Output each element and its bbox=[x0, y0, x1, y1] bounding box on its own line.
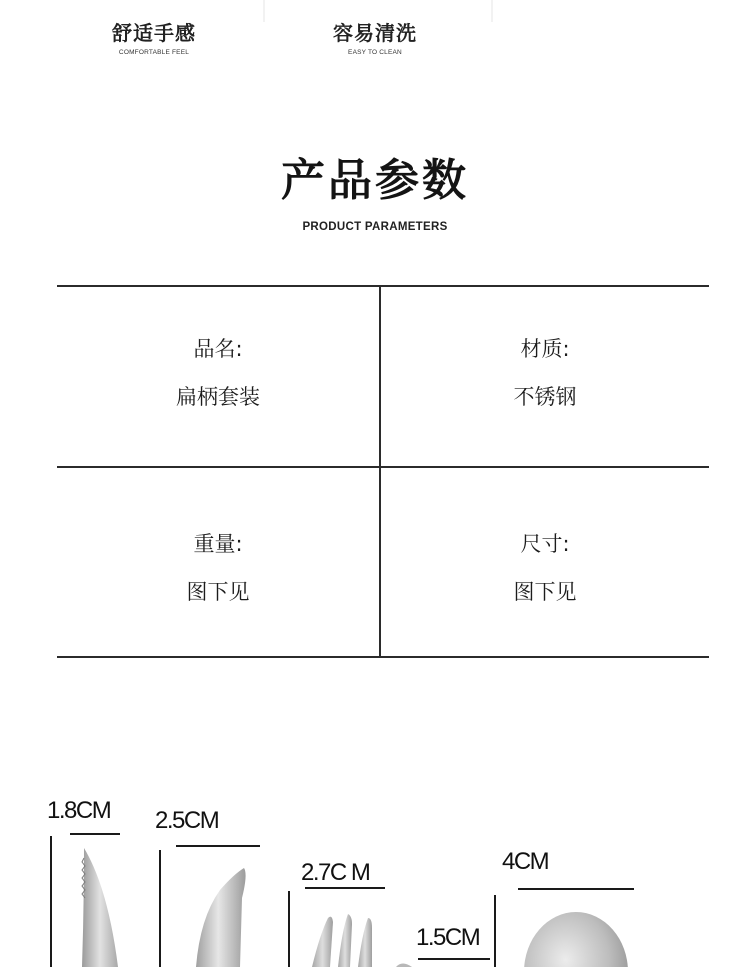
measure-line bbox=[518, 888, 634, 890]
dimension-label: 1.5CM bbox=[416, 924, 480, 951]
dimension-label: 2.5CM bbox=[155, 807, 219, 834]
param-cell-weight bbox=[57, 531, 379, 605]
param-value: 不锈钢 bbox=[513, 385, 577, 409]
measure-line bbox=[176, 845, 260, 847]
dimension-label: 4CM bbox=[502, 848, 549, 875]
top-divider bbox=[263, 0, 265, 22]
feature-title: 容易清洗 bbox=[333, 21, 417, 45]
page-subtitle: PRODUCT PARAMETERS bbox=[302, 221, 448, 233]
table-rule-bottom bbox=[57, 656, 709, 658]
spoon-image bbox=[518, 910, 634, 967]
small-fork-tip-image bbox=[396, 960, 412, 967]
measure-line bbox=[418, 958, 490, 960]
param-cell-size bbox=[381, 531, 709, 605]
measure-line bbox=[70, 833, 120, 835]
fork-image bbox=[306, 914, 382, 967]
table-rule-top bbox=[57, 285, 709, 287]
param-label: 尺寸: bbox=[520, 532, 570, 556]
butter-knife-image bbox=[190, 868, 250, 967]
param-value: 扁柄套装 bbox=[176, 385, 260, 409]
param-label: 品名: bbox=[193, 337, 243, 361]
measure-line bbox=[305, 887, 385, 889]
dimension-label: 1.8CM bbox=[47, 797, 111, 824]
param-label: 材质: bbox=[520, 337, 570, 361]
measure-line bbox=[494, 895, 496, 967]
param-label: 重量: bbox=[193, 532, 243, 556]
feature-subtitle: COMFORTABLE FEEL bbox=[118, 49, 190, 56]
feature-subtitle: EASY TO CLEAN bbox=[348, 49, 402, 56]
param-cell-name bbox=[57, 336, 379, 410]
top-divider bbox=[491, 0, 493, 22]
dimension-label: 2.7C M bbox=[301, 859, 370, 886]
steak-knife-image bbox=[78, 848, 122, 967]
page-title: 产品参数 bbox=[281, 155, 469, 206]
param-value: 图下见 bbox=[186, 580, 250, 604]
feature-comfortable bbox=[54, 21, 254, 56]
table-rule-middle bbox=[57, 466, 709, 468]
section-heading bbox=[0, 155, 750, 233]
measure-line bbox=[288, 891, 290, 967]
param-cell-material bbox=[381, 336, 709, 410]
feature-title: 舒适手感 bbox=[112, 21, 196, 45]
feature-easy-clean bbox=[275, 21, 475, 56]
measure-line bbox=[50, 836, 52, 967]
param-value: 图下见 bbox=[513, 580, 577, 604]
measure-line bbox=[159, 850, 161, 967]
